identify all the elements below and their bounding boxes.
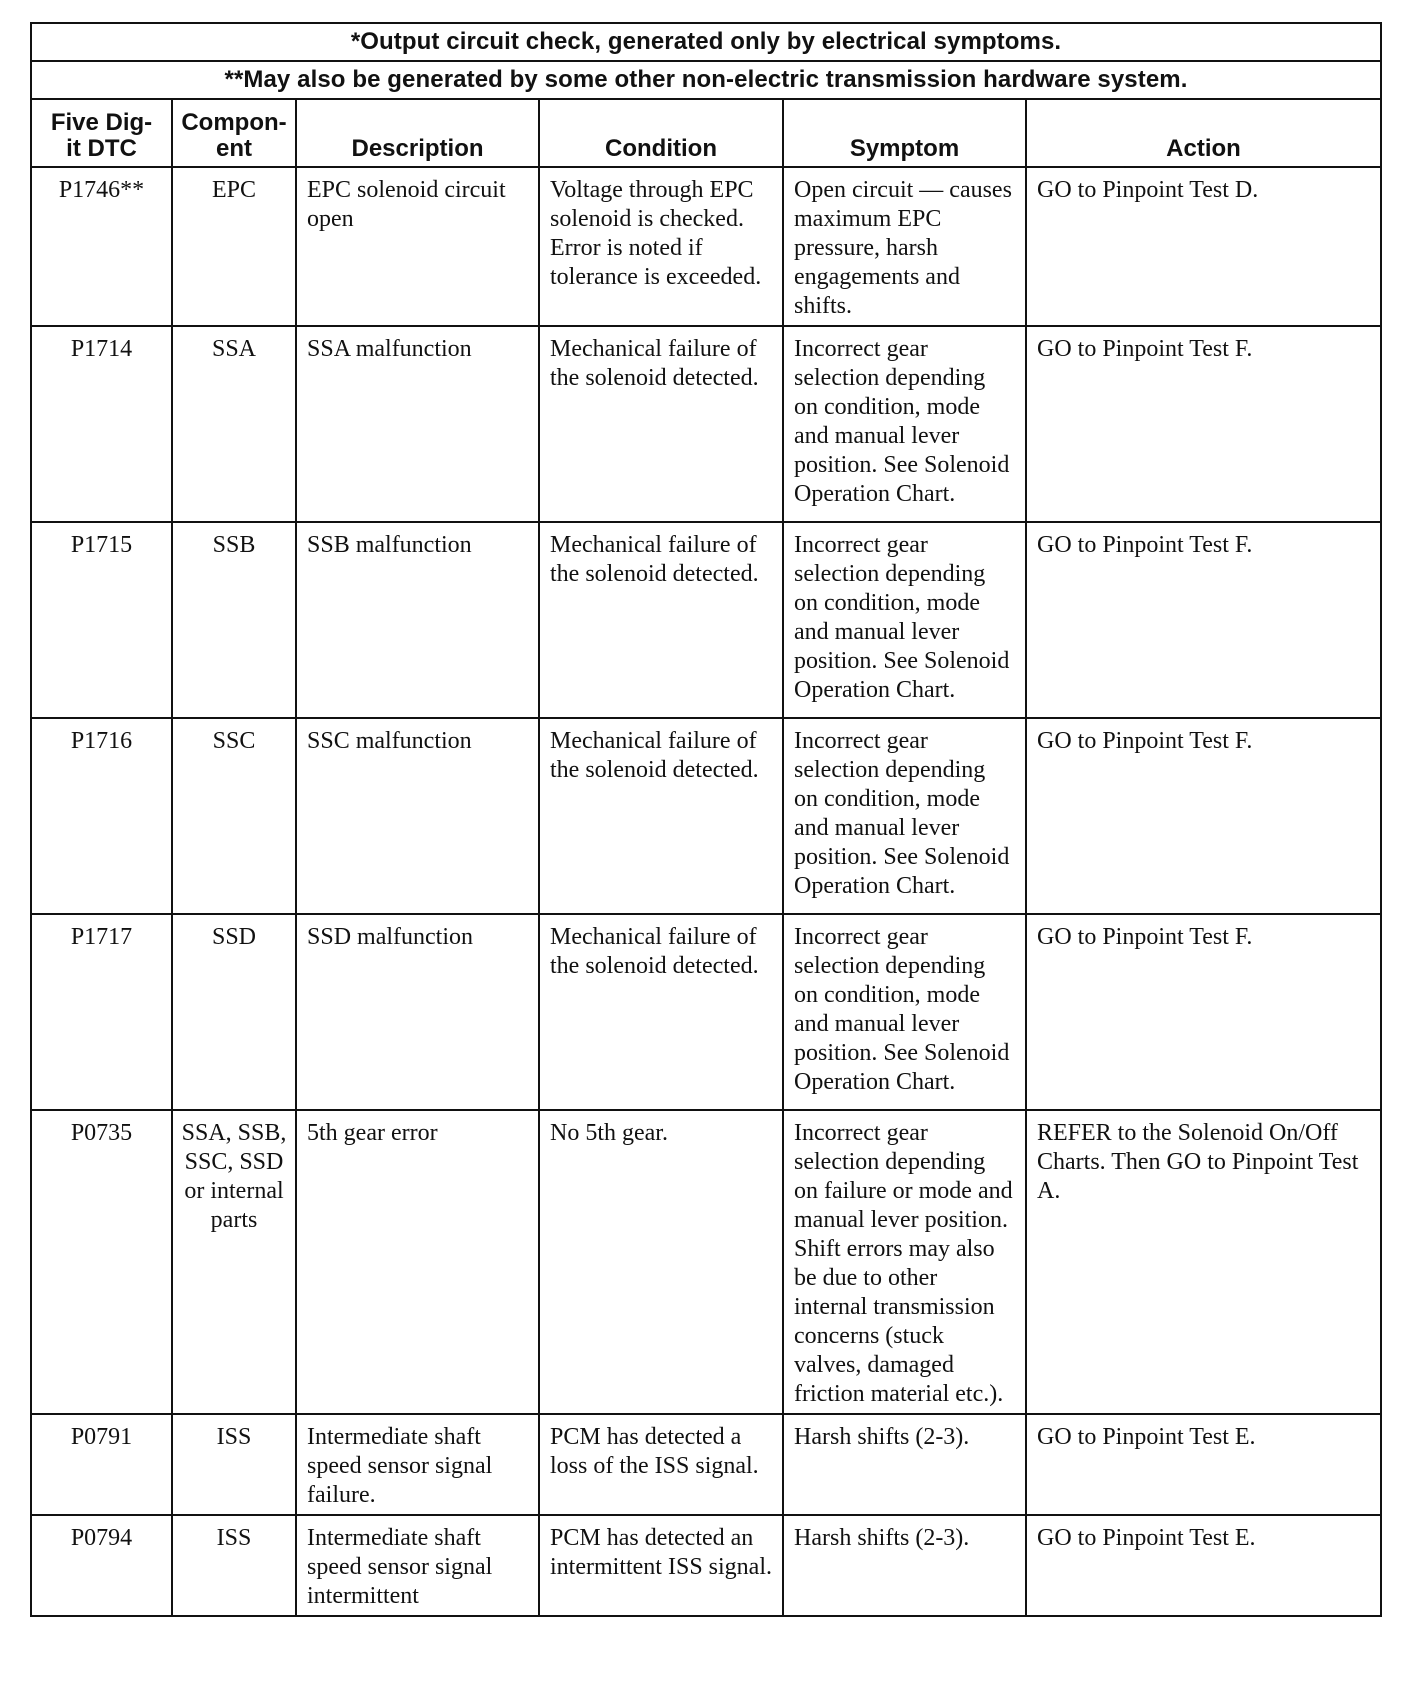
cell-dtc: P1715 <box>31 522 172 718</box>
cell-component: SSA <box>172 326 296 522</box>
cell-dtc: P0794 <box>31 1515 172 1616</box>
cell-condition: No 5th gear. <box>539 1110 783 1414</box>
cell-condition: Mechanical failure of the solenoid detected. <box>539 522 783 718</box>
dtc-chart <box>30 22 1380 1617</box>
cell-action: GO to Pinpoint Test F. <box>1026 326 1381 522</box>
table-row <box>31 1414 1381 1515</box>
header-component <box>172 99 296 167</box>
cell-dtc: P1714 <box>31 326 172 522</box>
header-dtc <box>31 99 172 167</box>
cell-condition: Mechanical failure of the solenoid detected. <box>539 914 783 1110</box>
cell-condition: Mechanical failure of the solenoid detected. <box>539 326 783 522</box>
header-action: Action <box>1026 99 1381 167</box>
cell-symptom: Incorrect gear selection depending on condition, mode and manual lever position. See Solenoid Operation Chart. <box>783 718 1026 914</box>
note-output-circuit: *Output circuit check, generated only by electrical symptoms. <box>31 23 1381 61</box>
cell-component: SSA, SSB, SSC, SSD or internal parts <box>172 1110 296 1414</box>
cell-condition: Voltage through EPC solenoid is checked. Error is noted if tolerance is exceeded. <box>539 167 783 326</box>
cell-symptom: Harsh shifts (2-3). <box>783 1515 1026 1616</box>
dtc-table <box>30 22 1382 1617</box>
cell-condition: PCM has detected a loss of the ISS signal. <box>539 1414 783 1515</box>
header-component-line2: ent <box>216 135 252 162</box>
cell-dtc: P1746** <box>31 167 172 326</box>
table-row <box>31 1515 1381 1616</box>
cell-symptom: Incorrect gear selection depending on condition, mode and manual lever position. See Solenoid Operation Chart. <box>783 522 1026 718</box>
cell-action: GO to Pinpoint Test F. <box>1026 522 1381 718</box>
cell-symptom: Incorrect gear selection depending on condition, mode and manual lever position. See Solenoid Operation Chart. <box>783 326 1026 522</box>
note-non-electric: **May also be generated by some other non-electric transmission hardware system. <box>31 61 1381 99</box>
note-row-1 <box>31 23 1381 61</box>
cell-action: GO to Pinpoint Test F. <box>1026 914 1381 1110</box>
cell-dtc: P0735 <box>31 1110 172 1414</box>
header-condition: Condition <box>539 99 783 167</box>
cell-action: GO to Pinpoint Test F. <box>1026 718 1381 914</box>
cell-symptom: Incorrect gear selection depending on failure or mode and manual lever position. Shift errors may also be due to other internal transmission concerns (stuck valves, damaged friction material etc.). <box>783 1110 1026 1414</box>
table-row <box>31 914 1381 1110</box>
cell-component: ISS <box>172 1414 296 1515</box>
note-row-2 <box>31 61 1381 99</box>
cell-description: SSA malfunction <box>296 326 539 522</box>
cell-description: Intermediate shaft speed sensor signal failure. <box>296 1414 539 1515</box>
cell-description: 5th gear error <box>296 1110 539 1414</box>
cell-symptom: Harsh shifts (2-3). <box>783 1414 1026 1515</box>
cell-component: ISS <box>172 1515 296 1616</box>
header-component-line1: Compon- <box>181 109 287 136</box>
header-dtc-line1: Five Dig- <box>50 109 153 136</box>
cell-description: SSB malfunction <box>296 522 539 718</box>
table-row <box>31 718 1381 914</box>
cell-symptom: Incorrect gear selection depending on condition, mode and manual lever position. See Solenoid Operation Chart. <box>783 914 1026 1110</box>
cell-condition: Mechanical failure of the solenoid detected. <box>539 718 783 914</box>
cell-dtc: P0791 <box>31 1414 172 1515</box>
cell-component: EPC <box>172 167 296 326</box>
table-row <box>31 1110 1381 1414</box>
table-row <box>31 522 1381 718</box>
cell-description: EPC solenoid circuit open <box>296 167 539 326</box>
table-row <box>31 167 1381 326</box>
cell-dtc: P1716 <box>31 718 172 914</box>
cell-action: GO to Pinpoint Test E. <box>1026 1414 1381 1515</box>
cell-description: SSD malfunction <box>296 914 539 1110</box>
cell-component: SSD <box>172 914 296 1110</box>
cell-component: SSC <box>172 718 296 914</box>
cell-description: Intermediate shaft speed sensor signal intermittent <box>296 1515 539 1616</box>
cell-action: GO to Pinpoint Test D. <box>1026 167 1381 326</box>
cell-action: REFER to the Solenoid On/Off Charts. Then GO to Pinpoint Test A. <box>1026 1110 1381 1414</box>
cell-condition: PCM has detected an intermittent ISS signal. <box>539 1515 783 1616</box>
cell-action: GO to Pinpoint Test E. <box>1026 1515 1381 1616</box>
header-description: Description <box>296 99 539 167</box>
header-symptom: Symptom <box>783 99 1026 167</box>
cell-component: SSB <box>172 522 296 718</box>
cell-description: SSC malfunction <box>296 718 539 914</box>
cell-symptom: Open circuit — causes maximum EPC pressure, harsh engagements and shifts. <box>783 167 1026 326</box>
cell-dtc: P1717 <box>31 914 172 1110</box>
header-dtc-line2: it DTC <box>66 135 137 162</box>
table-row <box>31 326 1381 522</box>
header-row <box>31 99 1381 167</box>
